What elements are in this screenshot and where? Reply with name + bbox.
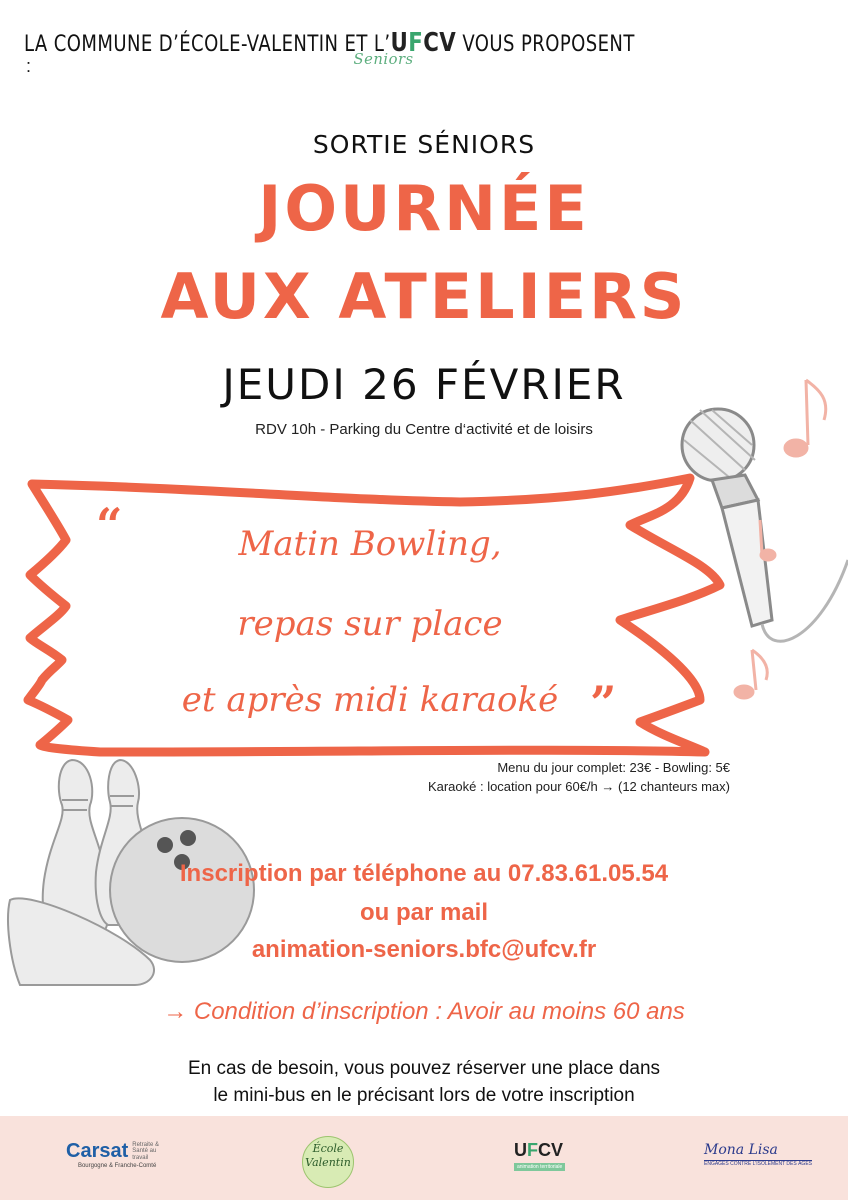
mona-lisa-name: Mona Lisa (704, 1142, 778, 1158)
ufcv-footer-u: U (514, 1140, 527, 1160)
header-prefix: LA COMMUNE D’ÉCOLE-VALENTIN ET L’ (24, 32, 391, 57)
carsat-sub: Retraite & Santé au travail (132, 1141, 159, 1161)
banner-line2: repas sur place (237, 604, 503, 644)
ufcv-footer-cv: CV (538, 1140, 564, 1160)
inscription-or-mail: ou par mail (359, 899, 489, 926)
ufcv-footer-sub: animation territoriale (514, 1163, 565, 1171)
ufcv-logo-u: U (390, 28, 409, 58)
ufcv-footer-f: F (527, 1140, 538, 1160)
ecole-valentin-logo (302, 1136, 354, 1188)
price-line1: Menu du jour complet: 23€ - Bowling: 5€ (497, 760, 730, 775)
besoin-line1: En cas de besoin, vous pouvez réserver une place dans (187, 1058, 661, 1079)
open-quote: “ (96, 498, 123, 552)
header-colon: : (26, 56, 32, 76)
ufcv-seniors-tagline: Seniors (353, 50, 414, 68)
inscription-phone: Inscription par téléphone au 07.83.61.05.54 (179, 860, 669, 887)
event-rdv: RDV 10h - Parking du Centre d‘activité et de loisirs (255, 421, 593, 438)
event-kicker: SORTIE SÉNIORS (312, 130, 536, 159)
ecole-logo-line2: Valentin (305, 1156, 351, 1169)
inscription-email[interactable]: animation-seniors.bfc@ufcv.fr (251, 936, 597, 963)
mona-lisa-logo (704, 1142, 812, 1167)
event-date: JEUDI 26 FÉVRIER (222, 360, 626, 409)
ecole-logo-line1: École (312, 1142, 344, 1155)
banner-line3: et après midi karaoké (181, 680, 559, 720)
header-suffix: VOUS PROPOSENT (456, 32, 635, 57)
condition-text: → Condition d’inscription : Avoir au moins 60 ans (163, 998, 685, 1025)
price-line2: Karaoké : location pour 60€/h → (12 chanteurs max) (427, 779, 730, 794)
event-title-line2: AUX ATELIERS (160, 260, 688, 333)
carsat-name: Carsat (66, 1140, 129, 1162)
ufcv-logo-cv: CV (423, 28, 457, 58)
carsat-region: Bourgogne & Franche-Comté (77, 1163, 157, 1169)
carsat-logo (66, 1140, 168, 1169)
header-line (24, 28, 635, 68)
ufcv-logo-f: F (408, 28, 424, 58)
event-title-line1: JOURNÉE (258, 172, 590, 245)
ufcv-footer-logo (514, 1140, 565, 1171)
besoin-line2: le mini-bus en le précisant lors de votre inscription (213, 1085, 635, 1106)
microphone-icon (682, 409, 848, 641)
banner-line1: Matin Bowling, (238, 524, 502, 564)
close-quote: ” (590, 676, 617, 730)
mona-lisa-sub: ENGAGÉS CONTRE L’ISOLEMENT DES ÂGÉS (704, 1161, 812, 1167)
